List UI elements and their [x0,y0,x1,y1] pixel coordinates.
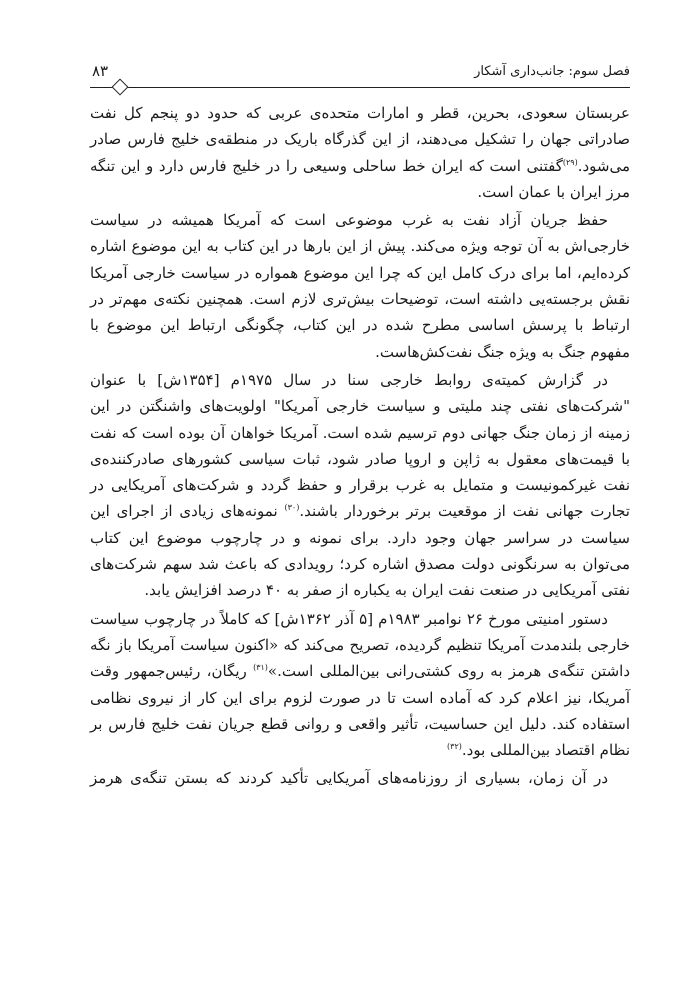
paragraph-text: دستور امنیتی مورخ ۲۶ نوامبر ۱۹۸۳م [۵ آذر ۱۳۶۲ش] که کاملاً در چارچوب سیاست خارجی بلندمدت آمریکا تنظیم گردیده، تصریح می‌کند که «اکنون سیاست آمریکا باز نگه داشتن تنگه‌ی هرمز به روی کشتی‌رانی بین‌المللی است.» [90,609,630,681]
paragraph-text: در آن زمان، بسیاری از روزنامه‌های آمریکایی تأکید کردند که بستن تنگه‌ی هرمز [90,769,608,788]
book-page [90,0,630,991]
running-header [90,62,630,90]
paragraph-text: در گزارش کمیته‌ی روابط خارجی سنا در سال ۱۹۷۵م [۱۳۵۴ش] با عنوان "شرکت‌های نفتی چند ملیتی و سیاست خارجی آمریکا" اولویت‌های واشنگتن در این زمینه از زمان جنگ جهانی دوم ترسیم شده است. آمریکا خواهان آن بوده است که نفت با قیمت‌های معقول به ژاپن و اروپا صادر شود، ثبات سیاسی کشورهای صادرکننده‌ی نفت غیرکمونیست و متمایل به غرب برقرار و حفظ گردد و شرکت‌های آمریکایی در تجارت جهانی نفت از موقعیت برتر برخوردار باشند. [90,370,630,521]
diamond-ornament-icon [112,79,129,96]
paragraph-text: نمونه‌های زیادی از اجرای این سیاست در سراسر جهان وجود دارد. برای نمونه و در چارچوب موضوع این کتاب می‌توان به سرنگونی دولت مصدق اشاره کرد؛ رویدادی که باعث شد سهم شرکت‌های نفتی آمریکایی در صنعت نفت ایران به یکباره از صفر به ۴۰ درصد افزایش یابد. [90,502,630,600]
footnote-ref: (۳۰) [284,503,300,513]
paragraph-text: ریگان، رئیس‌جمهور وقت آمریکا، نیز اعلام کرد که آماده است تا در صورت لزوم برای این کار از نیروی نظامی استفاده کند. دلیل این حساسیت، تأثیر واقعی و روانی قطع جریان نفت خلیج فارس بر نظام اقتصاد بین‌المللی بود. [90,662,630,760]
footnote-ref: (۳۲) [447,742,462,752]
paragraph-text: حفظ جریان آزاد نفت به غرب موضوعی است که آمریکا همیشه در سیاست خارجی‌اش به آن توجه ویژه می‌کند. پیش از این بارها در این کتاب به این موضوع اشاره کرده‌ایم، اما برای درک کامل این که چرا این موضوع همواره در سیاست خارجی آمریکا نقش برجسته‌یی داشته است، توضیحات بیش‌تری لازم است. همچنین نکته‌ی مهم‌تر در ارتباط با پرسش اساسی مطرح شده در این کتاب، چگونگی ارتباط این موضوع با مفهوم جنگ به ویژه جنگ نفت‌کش‌هاست. [90,211,630,361]
paragraph-1 [90,100,630,205]
paragraph-3 [90,367,630,604]
chapter-title: فصل سوم: جانب‌داری آشکار [474,64,630,79]
paragraph-text: عربستان سعودی، بحرین، قطر و امارات متحده‌ی عربی که حدود دو پنجم کل نفت صادراتی جهان را تشکیل می‌دهند، از این گذرگاه باریک در منطقه‌ی خلیج فارس صادر می‌شود. [90,104,630,175]
body-text [90,100,630,794]
footnote-ref: (۳۱) [253,663,268,673]
paragraph-text: گفتنی است که ایران خط ساحلی وسیعی را در خلیج فارس دارد و این تنگه مرز ایران با عمان است. [90,156,630,201]
paragraph-2 [90,207,630,365]
header-rule [90,87,630,88]
paragraph-4 [90,606,630,764]
paragraph-5 [90,765,630,791]
page-number: ۸۳ [92,62,109,80]
footnote-ref: (۲۹) [562,157,578,167]
